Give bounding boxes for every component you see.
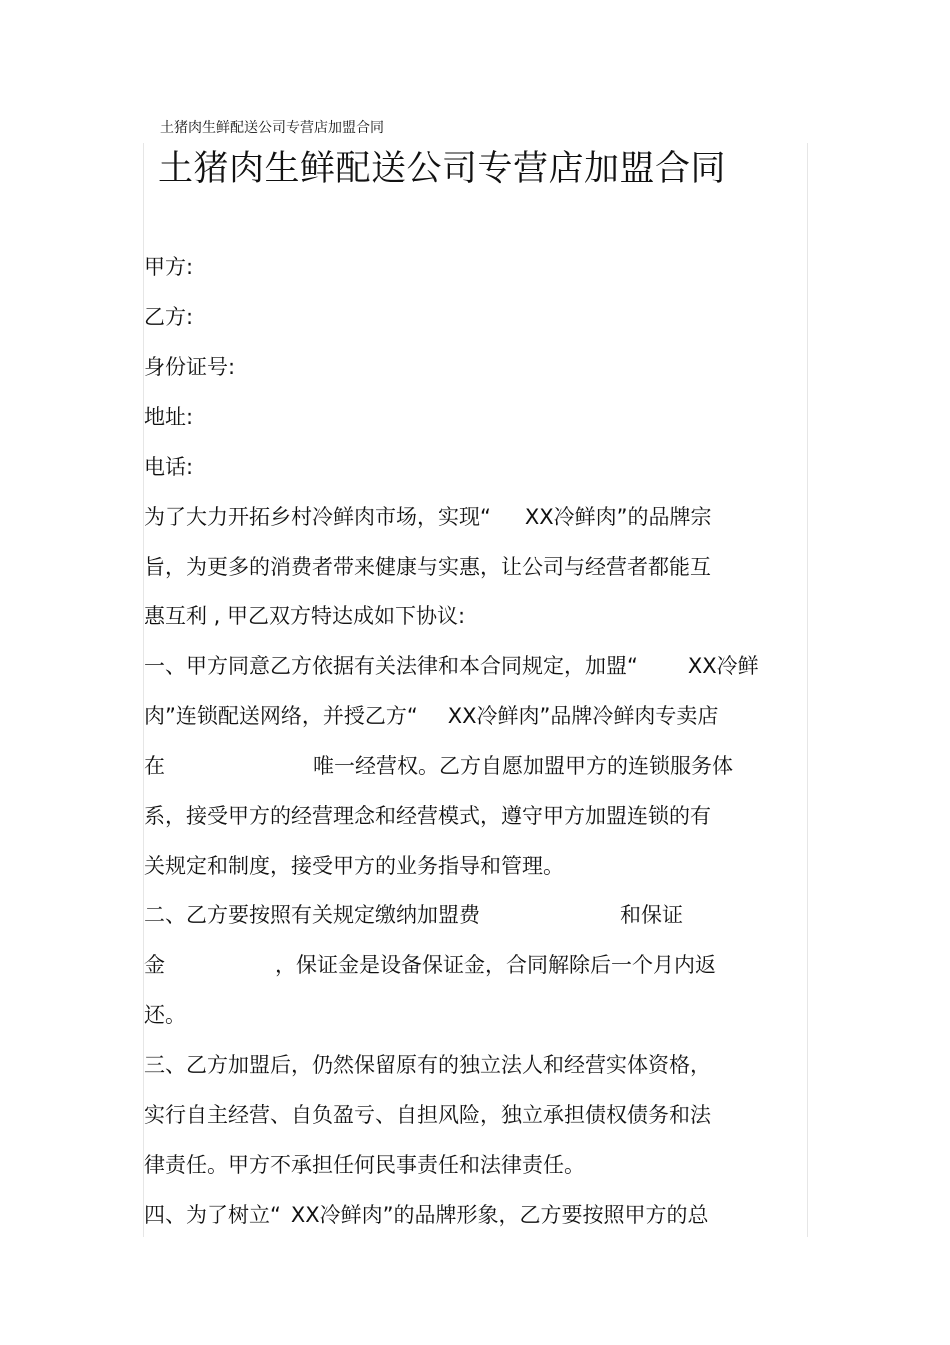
- text-segment: XX冷鲜肉”的品牌宗: [524, 505, 712, 529]
- text-segment: 四、为了树立“: [144, 1203, 281, 1227]
- party-a-field: 甲方:: [144, 255, 194, 279]
- clause-1-line: [144, 751, 733, 781]
- text-segment: 在: [144, 754, 165, 778]
- id-number-field: 身份证号:: [144, 355, 236, 379]
- clause-3-line: 三、乙方加盟后，仍然保留原有的独立法人和经营实体资格，: [144, 1053, 711, 1077]
- preamble-line: [144, 502, 712, 532]
- text-segment: XX冷鲜: [687, 654, 759, 678]
- party-b-field: 乙方:: [144, 305, 194, 329]
- phone-field: 电话:: [144, 455, 194, 479]
- text-segment: 和保证: [620, 903, 683, 927]
- preamble-line: 惠互利 , 甲乙双方特达成如下协议:: [144, 604, 466, 628]
- clause-3-line: 律责任。甲方不承担任何民事责任和法律责任。: [144, 1153, 585, 1177]
- clause-1-line: 系，接受甲方的经营理念和经营模式，遵守甲方加盟连锁的有: [144, 804, 711, 828]
- clause-1-line: [144, 701, 718, 731]
- clause-4-line: [144, 1200, 709, 1230]
- clause-2-line: 还。: [144, 1003, 186, 1027]
- text-segment: 金: [144, 953, 165, 977]
- clause-2-line: [144, 900, 683, 930]
- preamble-line: 旨，为更多的消费者带来健康与实惠，让公司与经营者都能互: [144, 555, 711, 579]
- document-title: 土猪肉生鲜配送公司专营店加盟合同: [158, 149, 727, 189]
- text-segment: 唯一经营权。乙方自愿加盟甲方的连锁服务体: [313, 754, 733, 778]
- text-segment: 为了大力开拓乡村冷鲜肉市场，实现“: [144, 505, 491, 529]
- running-header: 土猪肉生鲜配送公司专营店加盟合同: [160, 120, 384, 136]
- text-segment: XX冷鲜肉”的品牌形象，乙方要按照甲方的总: [290, 1203, 709, 1227]
- text-segment: 一、甲方同意乙方依据有关法律和本合同规定，加盟“: [144, 654, 638, 678]
- text-segment: XX冷鲜肉”品牌冷鲜肉专卖店: [447, 704, 719, 728]
- clause-2-line: [144, 950, 716, 980]
- clause-1-line: 关规定和制度，接受甲方的业务指导和管理。: [144, 854, 564, 878]
- text-segment: 肉”连锁配送网络，并授乙方“: [144, 704, 418, 728]
- text-segment: 二、乙方要按照有关规定缴纳加盟费: [144, 903, 480, 927]
- text-segment: ，保证金是设备保证金，合同解除后一个月内返: [275, 953, 716, 977]
- clause-3-line: 实行自主经营、自负盈亏、自担风险，独立承担债权债务和法: [144, 1103, 711, 1127]
- address-field: 地址:: [144, 405, 194, 429]
- clause-1-line: [144, 651, 759, 681]
